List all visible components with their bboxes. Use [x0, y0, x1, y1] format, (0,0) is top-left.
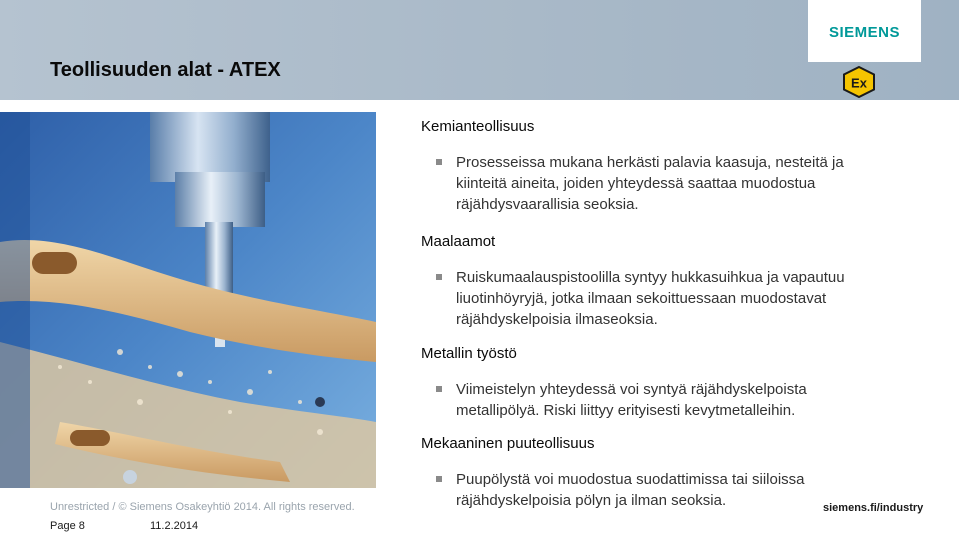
bullet-square-icon	[436, 159, 442, 165]
bullet-text: Prosesseissa mukana herkästi palavia kaasuja, nesteitä ja kiinteitä aineita, joiden yhteydessä saattaa muodostua räjähdysvaarallisia seoksia.	[456, 154, 844, 213]
section-paint-shops	[421, 233, 881, 330]
bullet-square-icon	[436, 476, 442, 482]
footer-page-number: Page 8	[50, 520, 85, 532]
atex-ex-icon	[842, 66, 876, 98]
machining-photo	[0, 112, 376, 488]
bullet-square-icon	[436, 386, 442, 392]
siemens-logo-text: SIEMENS	[828, 24, 900, 41]
section-heading: Kemianteollisuus	[421, 118, 535, 135]
bullet-item	[421, 267, 881, 330]
bullet-item	[421, 469, 881, 511]
section-heading: Metallin työstö	[421, 345, 517, 362]
bullet-text: Ruiskumaalauspistoolilla syntyy hukkasuihkua ja vapautuu liuotinhöyryjä, jotka ilmaan sekoittuessaan muodostavat räjähdyskelpoisia ilmaseoksia.	[456, 269, 845, 328]
section-heading: Maalaamot	[421, 233, 496, 250]
footer-copyright: Unrestricted / © Siemens Osakeyhtiö 2014. All rights reserved.	[50, 501, 355, 513]
bullet-item	[421, 379, 881, 421]
bullet-text: Viimeistelyn yhteydessä voi syntyä räjähdyskelpoista metallipölyä. Riski liittyy erityisesti kevytmetalleihin.	[456, 381, 807, 419]
footer-url-link[interactable]: siemens.fi/industry	[823, 502, 924, 514]
siemens-logo	[808, 0, 921, 62]
section-chemical	[421, 118, 881, 215]
section-woodworking	[421, 435, 881, 511]
footer-date: 11.2.2014	[150, 520, 199, 532]
section-heading: Mekaaninen puuteollisuus	[421, 435, 595, 452]
section-metalworking	[421, 345, 881, 421]
bullet-item	[421, 152, 881, 215]
page-title: Teollisuuden alat - ATEX	[50, 59, 281, 81]
bullet-square-icon	[436, 274, 442, 280]
atex-ex-text: Ex	[851, 75, 867, 91]
bullet-text: Puupölystä voi muodostua suodattimissa tai siiloissa räjähdyskelpoisia pölyn ja ilman seoksia.	[456, 471, 805, 509]
